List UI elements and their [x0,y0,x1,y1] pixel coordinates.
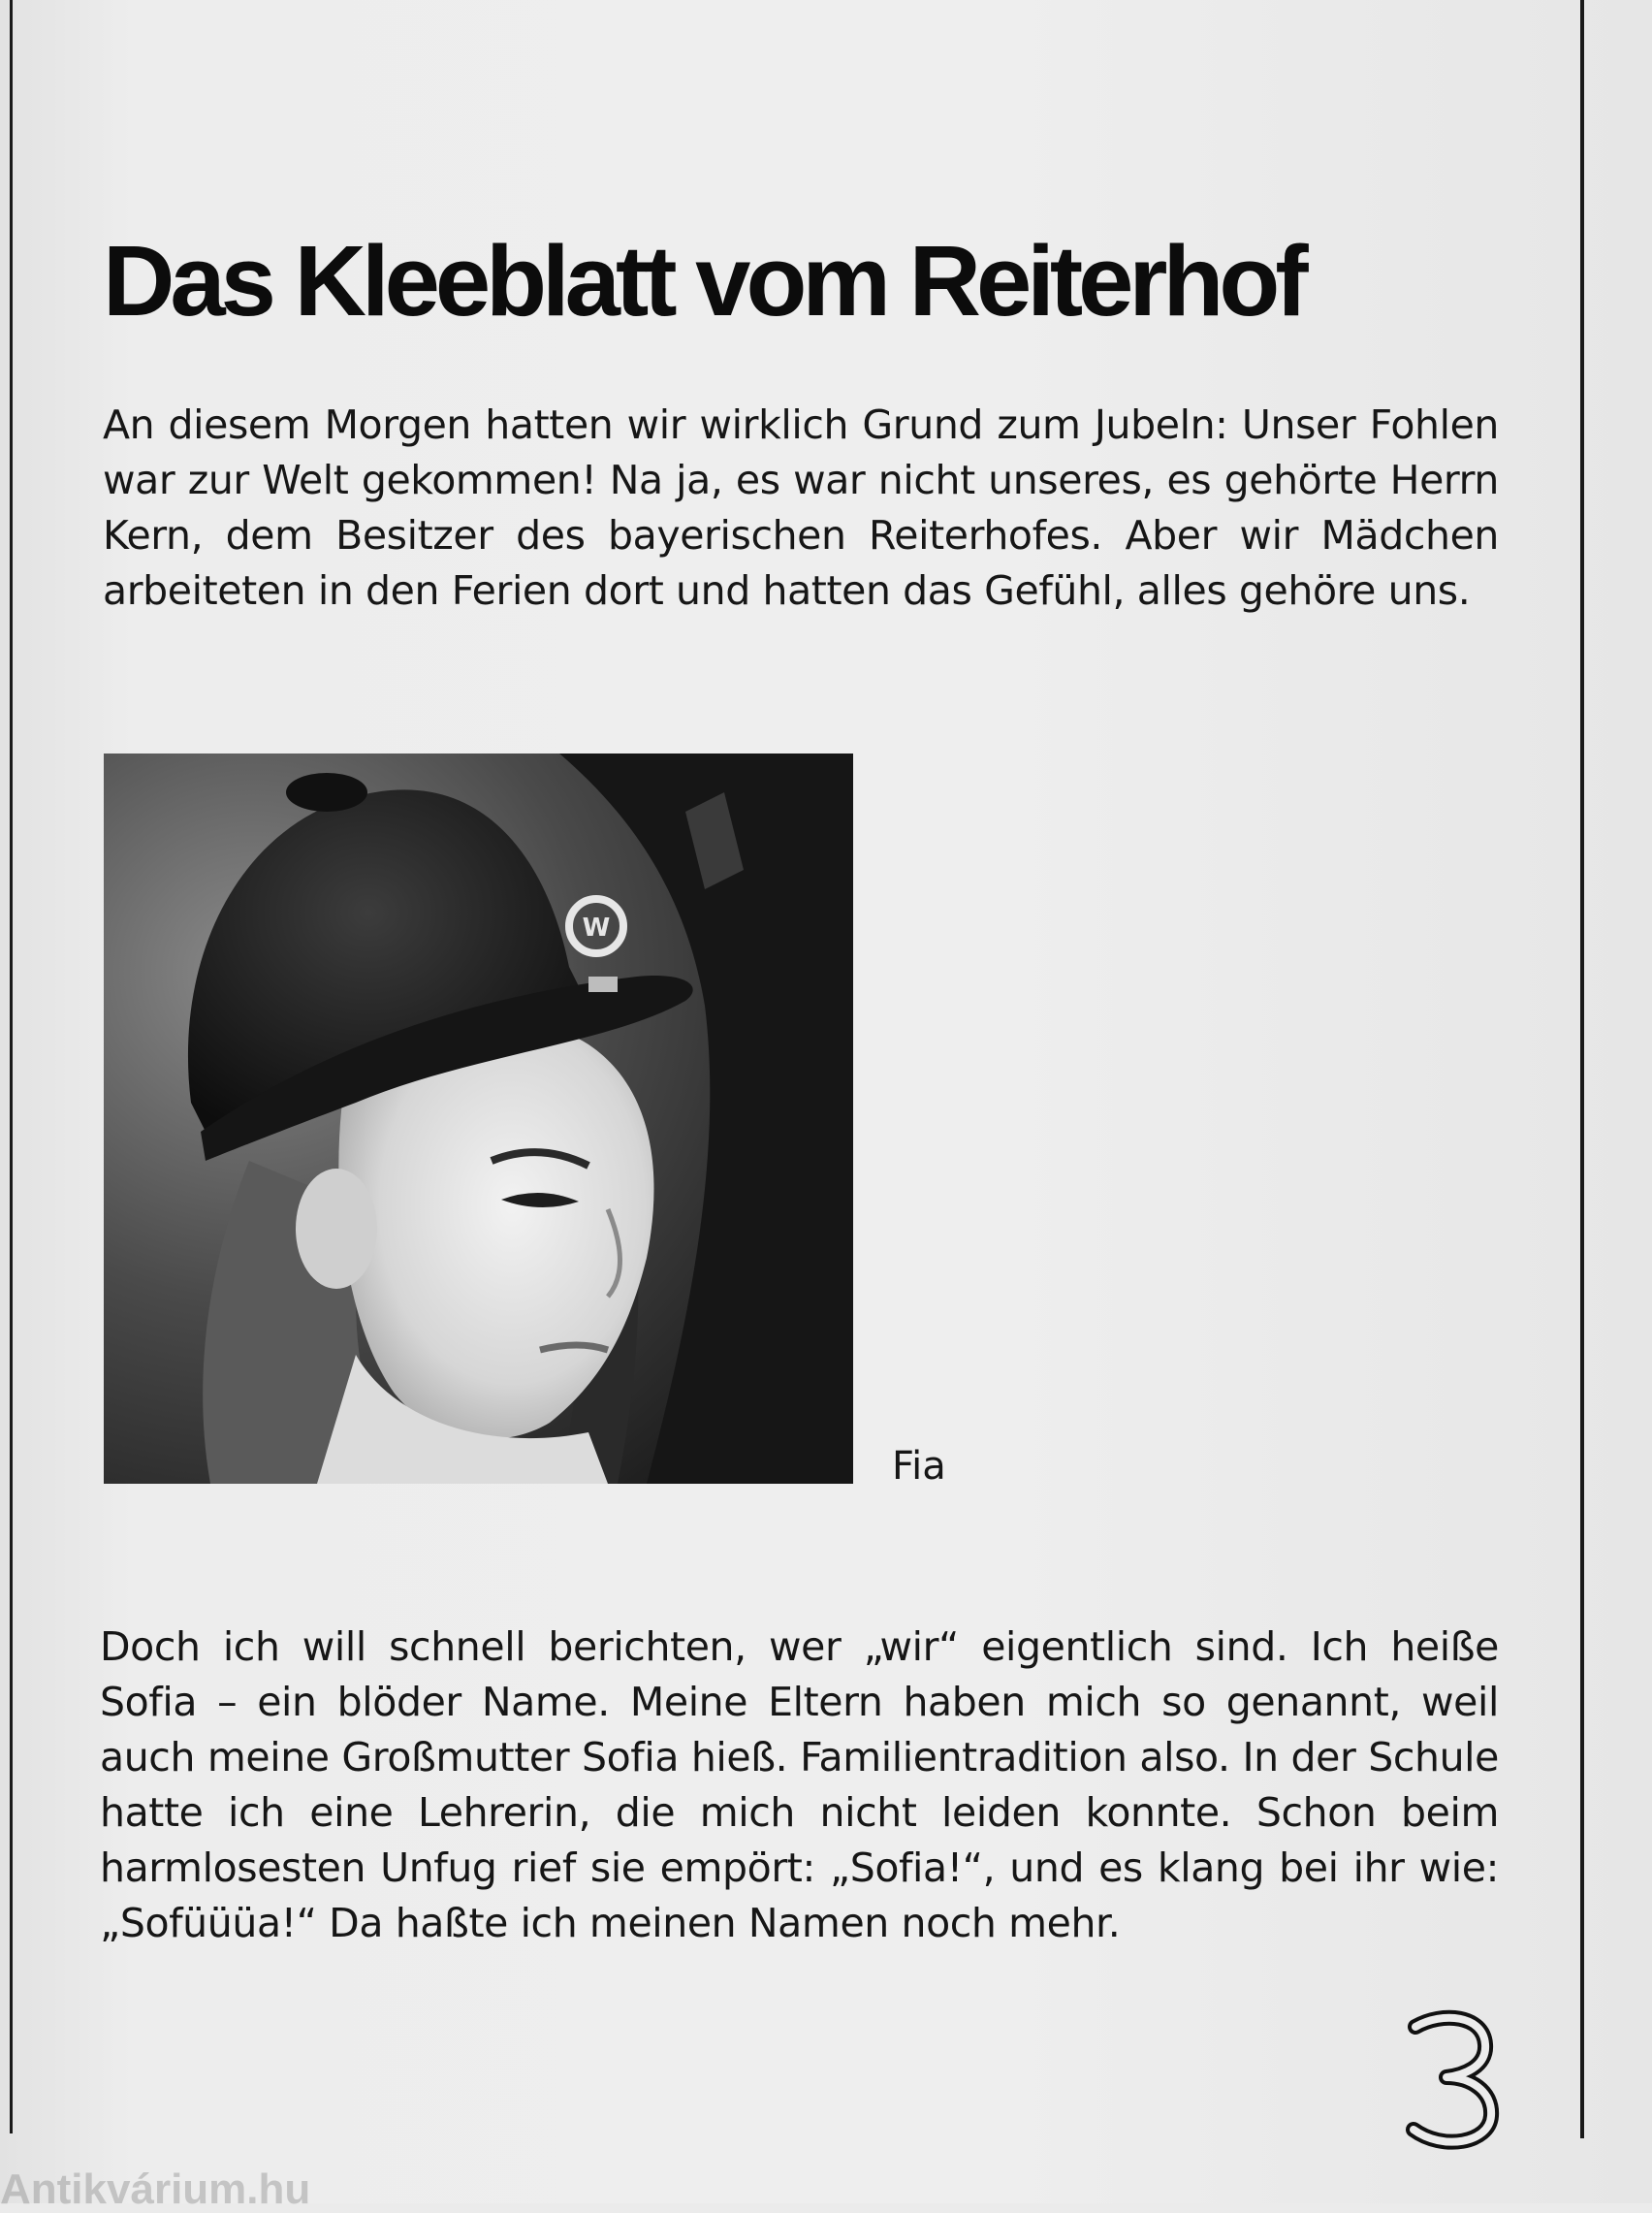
watermark-text: Antikvárium.hu [0,2165,311,2213]
page-number-3 [1404,2005,1501,2151]
helmet-badge-letter: W [582,914,611,943]
page-border-left [10,0,13,2133]
photo-caption: Fia [892,1444,946,1489]
intro-paragraph: An diesem Morgen hatten wir wirklich Grund zum Jubeln: Unser Fohlen war zur Welt gekommen! Na ja, es war nicht unseres, es gehörte Herrn Kern, dem Besitzer des bayerischen Reiterhofes. Aber wir Mädchen arbeiteten in den Ferien dort und hatten das Gefühl, alles gehöre uns. [103,401,1499,614]
page-number-text: 3 [1404,2005,1405,2006]
chapter-title: Das Kleeblatt vom Reiterhof [103,225,1304,337]
main-paragraph: Doch ich will schnell berichten, wer „wir“ eigentlich sind. Ich heiße Sofia – ein blöder Name. Meine Eltern haben mich so genannt, weil auch meine Großmutter Sofia hieß. Familientradition also. In der Schule hatte ich eine Lehrerin, die mich nicht leiden konnte. Schon beim harmlosesten Unfug rief sie empört: „Sofia!“, und es klang bei ihr wie: „Sofüüüa!“ Da haßte ich meinen Namen noch mehr. [100,1623,1499,1946]
portrait-photo [104,754,853,1484]
page-border-right [1580,0,1584,2138]
